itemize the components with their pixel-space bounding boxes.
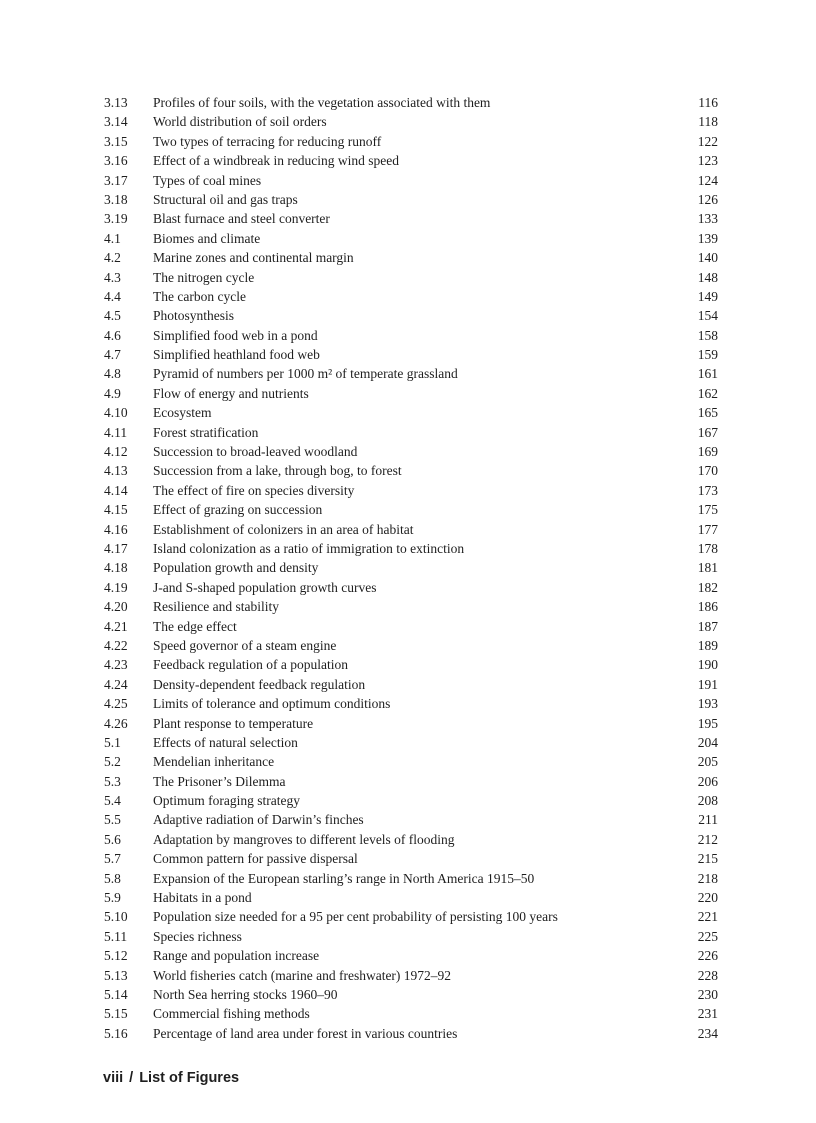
figure-title: Effects of natural selection [153,734,298,750]
figure-number: 5.15 [104,1006,128,1022]
figure-entry [104,461,718,480]
list-of-figures [104,93,718,1043]
figure-title: Effect of grazing on succession [153,502,323,518]
figure-title: Succession from a lake, through bog, to forest [153,463,402,479]
figure-entry [104,1004,718,1023]
figure-title: Photosynthesis [153,308,235,324]
figure-number: 5.12 [104,948,128,964]
figure-entry [104,481,718,500]
figure-entry [104,326,718,345]
figure-number: 4.10 [104,405,128,421]
figure-number: 4.17 [104,540,128,556]
figure-entry [104,171,718,190]
figure-page-number: 191 [697,676,718,692]
figure-page-number: 182 [697,579,718,595]
figure-title: Population size needed for a 95 per cent probability of persisting 100 years [153,909,558,925]
figure-entry [104,830,718,849]
figure-page-number: 234 [697,1025,718,1041]
figure-number: 5.13 [104,967,128,983]
figure-page-number: 165 [697,405,718,421]
figure-number: 5.3 [104,773,121,789]
figure-entry [104,578,718,597]
figure-page-number: 228 [697,967,718,983]
figure-page-number: 169 [697,444,718,460]
figure-number: 4.19 [104,579,128,595]
figure-title: Feedback regulation of a population [153,657,348,673]
figure-page-number: 211 [698,812,718,828]
figure-number: 5.4 [104,793,121,809]
figure-title: Establishment of colonizers in an area of habitat [153,521,414,537]
figure-title: Flow of energy and nutrients [153,385,309,401]
figure-title: Blast furnace and steel converter [153,211,330,227]
figure-title: The nitrogen cycle [153,269,255,285]
figure-entry [104,132,718,151]
figure-page-number: 148 [697,269,718,285]
figure-title: Types of coal mines [153,172,262,188]
figure-title: Range and population increase [153,948,320,964]
figure-entry [104,520,718,539]
figure-number: 4.8 [104,366,121,382]
figure-title: World distribution of soil orders [153,114,327,130]
figure-entry [104,810,718,829]
figure-number: 4.4 [104,288,121,304]
figure-page-number: 206 [697,773,718,789]
figure-number: 4.16 [104,521,128,537]
figure-page-number: 225 [697,928,718,944]
figure-title: Commercial fishing methods [153,1006,310,1022]
figure-page-number: 158 [697,327,718,343]
figure-title: Adaptive radiation of Darwin’s finches [153,812,364,828]
figure-entry [104,985,718,1004]
figure-entry [104,423,718,442]
figure-title: Common pattern for passive dispersal [153,851,358,867]
figure-title: North Sea herring stocks 1960–90 [153,986,338,1002]
figure-page-number: 186 [697,599,718,615]
figure-number: 5.9 [104,890,121,906]
figure-entry [104,752,718,771]
figure-entry [104,345,718,364]
figure-title: The carbon cycle [153,288,246,304]
figure-title: Optimum foraging strategy [153,793,300,809]
figure-number: 4.21 [104,618,128,634]
figure-entry [104,636,718,655]
figure-number: 4.26 [104,715,128,731]
figure-number: 4.23 [104,657,128,673]
figure-number: 4.14 [104,482,128,498]
figure-number: 4.12 [104,444,128,460]
figure-title: Percentage of land area under forest in various countries [153,1025,458,1041]
figure-title: Ecosystem [153,405,212,421]
figure-page-number: 189 [697,637,718,653]
figure-number: 4.15 [104,502,128,518]
figure-page-number: 205 [697,754,718,770]
figure-entry [104,93,718,112]
figure-entry [104,888,718,907]
figure-title: Habitats in a pond [153,890,252,906]
figure-number: 4.7 [104,347,121,363]
figure-page-number: 133 [697,211,718,227]
figure-entry [104,209,718,228]
figure-page-number: 116 [698,95,718,110]
figure-number: 5.10 [104,909,128,925]
figure-page-number: 167 [697,424,718,440]
figure-entry [104,714,718,733]
figure-title: The Prisoner’s Dilemma [153,773,286,789]
figure-number: 4.3 [104,269,121,285]
figure-entry [104,112,718,131]
figure-page-number: 195 [697,715,718,731]
figure-title: Resilience and stability [153,599,279,615]
figure-number: 4.2 [104,250,121,266]
figure-title: Two types of terracing for reducing runoff [153,133,382,149]
figure-page-number: 190 [697,657,718,673]
figure-number: 3.14 [104,114,128,130]
figure-page-number: 204 [697,734,718,750]
figure-entry [104,558,718,577]
figure-number: 5.7 [104,851,121,867]
figure-entry [104,229,718,248]
figure-page-number: 139 [697,230,718,246]
figure-title: Biomes and climate [153,230,261,246]
figure-entry [104,946,718,965]
footer-page-number: viii [103,1070,124,1086]
figure-entry [104,151,718,170]
figure-entry [104,403,718,422]
figure-page-number: 161 [697,366,718,382]
figure-title: Mendelian inheritance [153,754,275,770]
figure-page-number: 173 [697,482,718,498]
page-footer [103,1070,239,1086]
figure-number: 5.11 [104,928,128,944]
figure-number: 5.2 [104,754,121,770]
figure-entry [104,539,718,558]
figure-page-number: 231 [697,1006,718,1022]
figure-entry [104,384,718,403]
figure-page-number: 126 [697,191,718,207]
figure-title: Population growth and density [153,560,319,576]
figure-number: 4.20 [104,599,128,615]
figure-title: J-and S-shaped population growth curves [153,579,377,595]
figure-number: 4.5 [104,308,121,324]
figure-entry [104,733,718,752]
figure-entry [104,675,718,694]
figure-entry [104,1024,718,1043]
figure-title: Structural oil and gas traps [153,191,298,207]
figure-title: Island colonization as a ratio of immigration to extinction [153,540,465,556]
figure-entry [104,287,718,306]
figure-entry [104,364,718,383]
figure-entry [104,869,718,888]
figure-entry [104,927,718,946]
figure-page-number: 230 [697,986,718,1002]
figure-page-number: 149 [697,288,718,304]
figure-page-number: 221 [697,909,718,925]
footer-separator: / [129,1070,134,1086]
figure-page-number: 124 [697,172,718,188]
figure-number: 5.14 [104,986,128,1002]
figure-number: 5.16 [104,1025,128,1041]
figure-entry [104,500,718,519]
figure-entry [104,617,718,636]
figure-title: Effect of a windbreak in reducing wind speed [153,153,400,169]
figure-title: Pyramid of numbers per 1000 m² of temperate grassland [153,366,458,382]
figure-page-number: 220 [697,890,718,906]
figure-page-number: 218 [697,870,718,886]
figure-title: Species richness [153,928,242,944]
figure-entry [104,268,718,287]
figure-number: 4.22 [104,637,128,653]
figure-page-number: 193 [697,696,718,712]
figure-title: World fisheries catch (marine and freshwater) 1972–92 [153,967,452,983]
figure-page-number: 154 [697,308,718,324]
figure-page-number: 215 [697,851,718,867]
figure-title: Plant response to temperature [153,715,314,731]
figure-entry [104,190,718,209]
figure-number: 4.18 [104,560,128,576]
figure-page-number: 187 [697,618,718,634]
figure-entry [104,248,718,267]
figure-entry [104,655,718,674]
figure-title: Adaptation by mangroves to different levels of flooding [153,831,455,847]
figure-page-number: 162 [697,385,718,401]
figure-number: 4.11 [104,424,128,440]
figure-page-number: 140 [697,250,718,266]
figure-number: 3.16 [104,153,128,169]
figure-entry [104,306,718,325]
figure-title: Density-dependent feedback regulation [153,676,366,692]
figure-title: Marine zones and continental margin [153,250,354,266]
figure-number: 5.8 [104,870,121,886]
figure-number: 3.18 [104,191,128,207]
figure-entry [104,597,718,616]
figure-entry [104,966,718,985]
figure-number: 3.15 [104,133,128,149]
figure-page-number: 170 [697,463,718,479]
figure-page-number: 118 [698,114,718,130]
figure-page-number: 178 [697,540,718,556]
figure-title: The edge effect [153,618,237,634]
figure-title: Simplified food web in a pond [153,327,318,343]
figure-title: Succession to broad-leaved woodland [153,444,358,460]
figure-page-number: 175 [697,502,718,518]
figure-number: 4.24 [104,676,128,692]
figure-page-number: 177 [697,521,718,537]
figure-number: 5.1 [104,734,121,750]
figure-number: 4.1 [104,230,121,246]
figure-entry [104,694,718,713]
figure-page-number: 181 [697,560,718,576]
figure-title: Speed governor of a steam engine [153,637,337,653]
figure-number: 4.6 [104,327,121,343]
footer-section-title: List of Figures [139,1070,240,1086]
figure-page-number: 226 [697,948,718,964]
figure-number: 4.13 [104,463,128,479]
figure-number: 3.19 [104,211,128,227]
figure-number: 5.5 [104,812,121,828]
figure-page-number: 123 [697,153,718,169]
figure-title: Expansion of the European starling’s range in North America 1915–50 [153,870,535,886]
figure-page-number: 212 [697,831,718,847]
figure-number: 4.25 [104,696,128,712]
figure-title: Limits of tolerance and optimum conditions [153,696,391,712]
figure-entry [104,442,718,461]
figure-entry [104,791,718,810]
figure-entry [104,907,718,926]
figure-title: Forest stratification [153,424,259,440]
figure-number: 3.13 [104,95,128,110]
figure-number: 4.9 [104,385,121,401]
figure-title: The effect of fire on species diversity [153,482,355,498]
figure-title: Simplified heathland food web [153,347,320,363]
figure-page-number: 159 [697,347,718,363]
figure-entry [104,849,718,868]
figure-entry [104,772,718,791]
figure-number: 5.6 [104,831,121,847]
figure-number: 3.17 [104,172,128,188]
figure-page-number: 122 [697,133,718,149]
figure-title: Profiles of four soils, with the vegetation associated with them [153,95,491,110]
figure-page-number: 208 [697,793,718,809]
